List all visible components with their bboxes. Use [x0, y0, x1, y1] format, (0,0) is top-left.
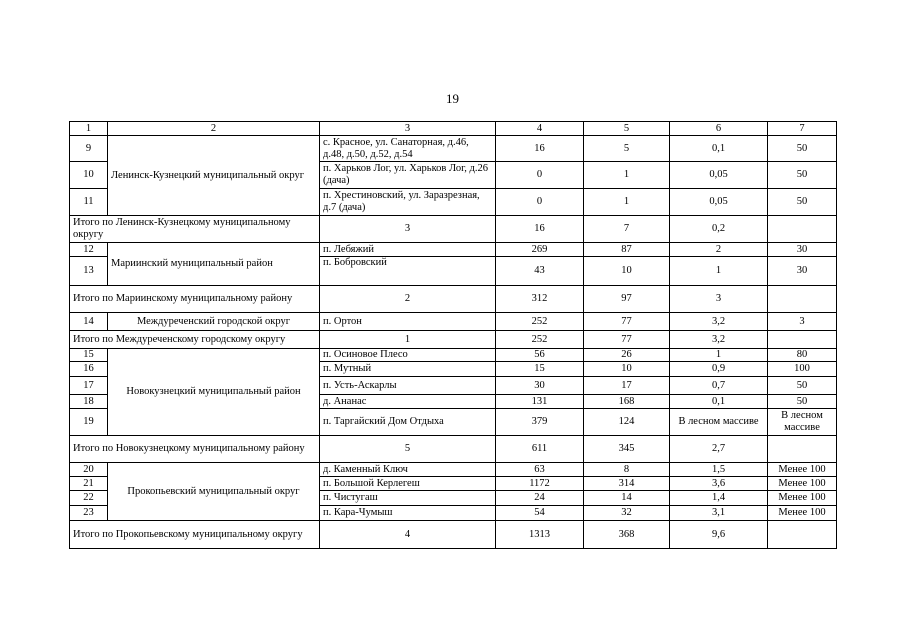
- value-cell: 0,9: [670, 362, 768, 377]
- value-cell: Менее 100: [768, 491, 837, 506]
- value-cell: 1,5: [670, 463, 768, 477]
- value-cell: 2: [320, 286, 496, 313]
- page-number: 19: [446, 91, 459, 106]
- value-cell: 14: [584, 491, 670, 506]
- header-cell: 7: [768, 122, 837, 136]
- row-number: 16: [70, 362, 108, 377]
- value-cell: 0,05: [670, 162, 768, 189]
- row-number: 23: [70, 506, 108, 521]
- value-cell: 10: [584, 257, 670, 286]
- value-cell: 77: [584, 313, 670, 331]
- settlement-cell: п. Усть-Аскарлы: [320, 377, 496, 395]
- table-row: [70, 313, 837, 331]
- district-cell: Новокузнецкий муниципальный район: [108, 349, 320, 436]
- row-number: 21: [70, 477, 108, 491]
- value-cell: 3: [320, 216, 496, 243]
- value-cell: 0,7: [670, 377, 768, 395]
- value-cell: 0,05: [670, 189, 768, 216]
- value-cell: 3,2: [670, 313, 768, 331]
- value-cell: 50: [768, 136, 837, 162]
- value-cell: 168: [584, 395, 670, 409]
- row-number: 14: [70, 313, 108, 331]
- value-cell: 131: [496, 395, 584, 409]
- value-cell: 0,1: [670, 136, 768, 162]
- value-cell: [768, 436, 837, 463]
- district-cell: Мариинский муниципальный район: [108, 243, 320, 286]
- value-cell: 100: [768, 362, 837, 377]
- value-cell: 0: [496, 189, 584, 216]
- value-cell: Менее 100: [768, 506, 837, 521]
- value-cell: 77: [584, 331, 670, 349]
- row-number: 10: [70, 162, 108, 189]
- value-cell: [768, 331, 837, 349]
- value-cell: Менее 100: [768, 463, 837, 477]
- settlement-cell: п. Хрестиновский, ул. Заразрезная, д.7 (дача): [320, 189, 496, 216]
- total-label: Итого по Ленинск-Кузнецкому муниципальному округу: [70, 216, 320, 243]
- row-number: 19: [70, 409, 108, 436]
- table-row: [70, 349, 837, 362]
- value-cell: 5: [320, 436, 496, 463]
- value-cell: 50: [768, 395, 837, 409]
- table-row: [70, 463, 837, 477]
- row-number: 12: [70, 243, 108, 257]
- value-cell: 43: [496, 257, 584, 286]
- value-cell: 3: [670, 286, 768, 313]
- value-cell: 368: [584, 521, 670, 549]
- value-cell: 54: [496, 506, 584, 521]
- row-number: 18: [70, 395, 108, 409]
- value-cell: 1: [584, 189, 670, 216]
- value-cell: 0,1: [670, 395, 768, 409]
- total-row: [70, 286, 837, 313]
- value-cell: 611: [496, 436, 584, 463]
- row-number: 22: [70, 491, 108, 506]
- value-cell: 87: [584, 243, 670, 257]
- settlement-cell: п. Ортон: [320, 313, 496, 331]
- settlement-cell: п. Чистугаш: [320, 491, 496, 506]
- settlement-cell: п. Кара-Чумыш: [320, 506, 496, 521]
- total-label: Итого по Прокопьевскому муниципальному округу: [70, 521, 320, 549]
- settlement-cell: п. Таргайский Дом Отдыха: [320, 409, 496, 436]
- row-number: 11: [70, 189, 108, 216]
- value-cell: 50: [768, 189, 837, 216]
- settlement-cell: д. Каменный Ключ: [320, 463, 496, 477]
- value-cell: 30: [768, 257, 837, 286]
- value-cell: 2,7: [670, 436, 768, 463]
- total-label: Итого по Междуреченскому городскому округу: [70, 331, 320, 349]
- value-cell: 63: [496, 463, 584, 477]
- value-cell: 0,2: [670, 216, 768, 243]
- header-cell: 2: [108, 122, 320, 136]
- value-cell: 50: [768, 377, 837, 395]
- row-number: 13: [70, 257, 108, 286]
- value-cell: [768, 286, 837, 313]
- value-cell: 379: [496, 409, 584, 436]
- value-cell: 4: [320, 521, 496, 549]
- header-cell: 5: [584, 122, 670, 136]
- value-cell: 314: [584, 477, 670, 491]
- settlement-cell: п. Бобровский: [320, 257, 496, 286]
- total-label: Итого по Мариинскому муниципальному району: [70, 286, 320, 313]
- value-cell: 1,4: [670, 491, 768, 506]
- value-cell: 80: [768, 349, 837, 362]
- value-cell: 3,2: [670, 331, 768, 349]
- value-cell: 16: [496, 216, 584, 243]
- district-cell: Прокопьевский муниципальный округ: [108, 463, 320, 521]
- settlement-cell: п. Лебяжий: [320, 243, 496, 257]
- value-cell: 1313: [496, 521, 584, 549]
- value-cell: В лесном массиве: [768, 409, 837, 436]
- settlement-cell: д. Ананас: [320, 395, 496, 409]
- header-cell: 1: [70, 122, 108, 136]
- value-cell: 10: [584, 362, 670, 377]
- value-cell: 345: [584, 436, 670, 463]
- header-cell: 4: [496, 122, 584, 136]
- value-cell: 252: [496, 331, 584, 349]
- value-cell: 0: [496, 162, 584, 189]
- value-cell: 7: [584, 216, 670, 243]
- value-cell: 269: [496, 243, 584, 257]
- value-cell: 24: [496, 491, 584, 506]
- total-row: [70, 216, 837, 243]
- row-number: 9: [70, 136, 108, 162]
- settlement-cell: п. Харьков Лог, ул. Харьков Лог, д.26 (дача): [320, 162, 496, 189]
- header-cell: 6: [670, 122, 768, 136]
- settlement-cell: п. Мутный: [320, 362, 496, 377]
- value-cell: 50: [768, 162, 837, 189]
- value-cell: 124: [584, 409, 670, 436]
- value-cell: 3,1: [670, 506, 768, 521]
- value-cell: 1: [670, 349, 768, 362]
- value-cell: 3,6: [670, 477, 768, 491]
- value-cell: 97: [584, 286, 670, 313]
- settlement-cell: п. Осиновое Плесо: [320, 349, 496, 362]
- value-cell: 9,6: [670, 521, 768, 549]
- total-row: [70, 331, 837, 349]
- total-row: [70, 521, 837, 549]
- value-cell: 30: [768, 243, 837, 257]
- value-cell: 30: [496, 377, 584, 395]
- value-cell: 312: [496, 286, 584, 313]
- table-row: [70, 243, 837, 257]
- value-cell: 8: [584, 463, 670, 477]
- row-number: 20: [70, 463, 108, 477]
- value-cell: 17: [584, 377, 670, 395]
- value-cell: 16: [496, 136, 584, 162]
- row-number: 15: [70, 349, 108, 362]
- value-cell: [768, 521, 837, 549]
- header-cell: 3: [320, 122, 496, 136]
- settlement-cell: с. Красное, ул. Санаторная, д.46, д.48, д.50, д.52, д.54: [320, 136, 496, 162]
- table-header-row: [70, 122, 837, 136]
- value-cell: 252: [496, 313, 584, 331]
- value-cell: 1: [584, 162, 670, 189]
- value-cell: Менее 100: [768, 477, 837, 491]
- district-cell: Междуреченский городской округ: [108, 313, 320, 331]
- value-cell: 1: [320, 331, 496, 349]
- value-cell: В лесном массиве: [670, 409, 768, 436]
- table-row: [70, 136, 837, 162]
- value-cell: 2: [670, 243, 768, 257]
- row-number: 17: [70, 377, 108, 395]
- value-cell: [768, 216, 837, 243]
- data-table: [69, 121, 837, 549]
- value-cell: 26: [584, 349, 670, 362]
- value-cell: 15: [496, 362, 584, 377]
- value-cell: 1172: [496, 477, 584, 491]
- total-label: Итого по Новокузнецкому муниципальному району: [70, 436, 320, 463]
- value-cell: 56: [496, 349, 584, 362]
- value-cell: 1: [670, 257, 768, 286]
- district-cell: Ленинск-Кузнецкий муниципальный округ: [108, 136, 320, 216]
- total-row: [70, 436, 837, 463]
- value-cell: 3: [768, 313, 837, 331]
- value-cell: 5: [584, 136, 670, 162]
- settlement-cell: п. Большой Керлегеш: [320, 477, 496, 491]
- value-cell: 32: [584, 506, 670, 521]
